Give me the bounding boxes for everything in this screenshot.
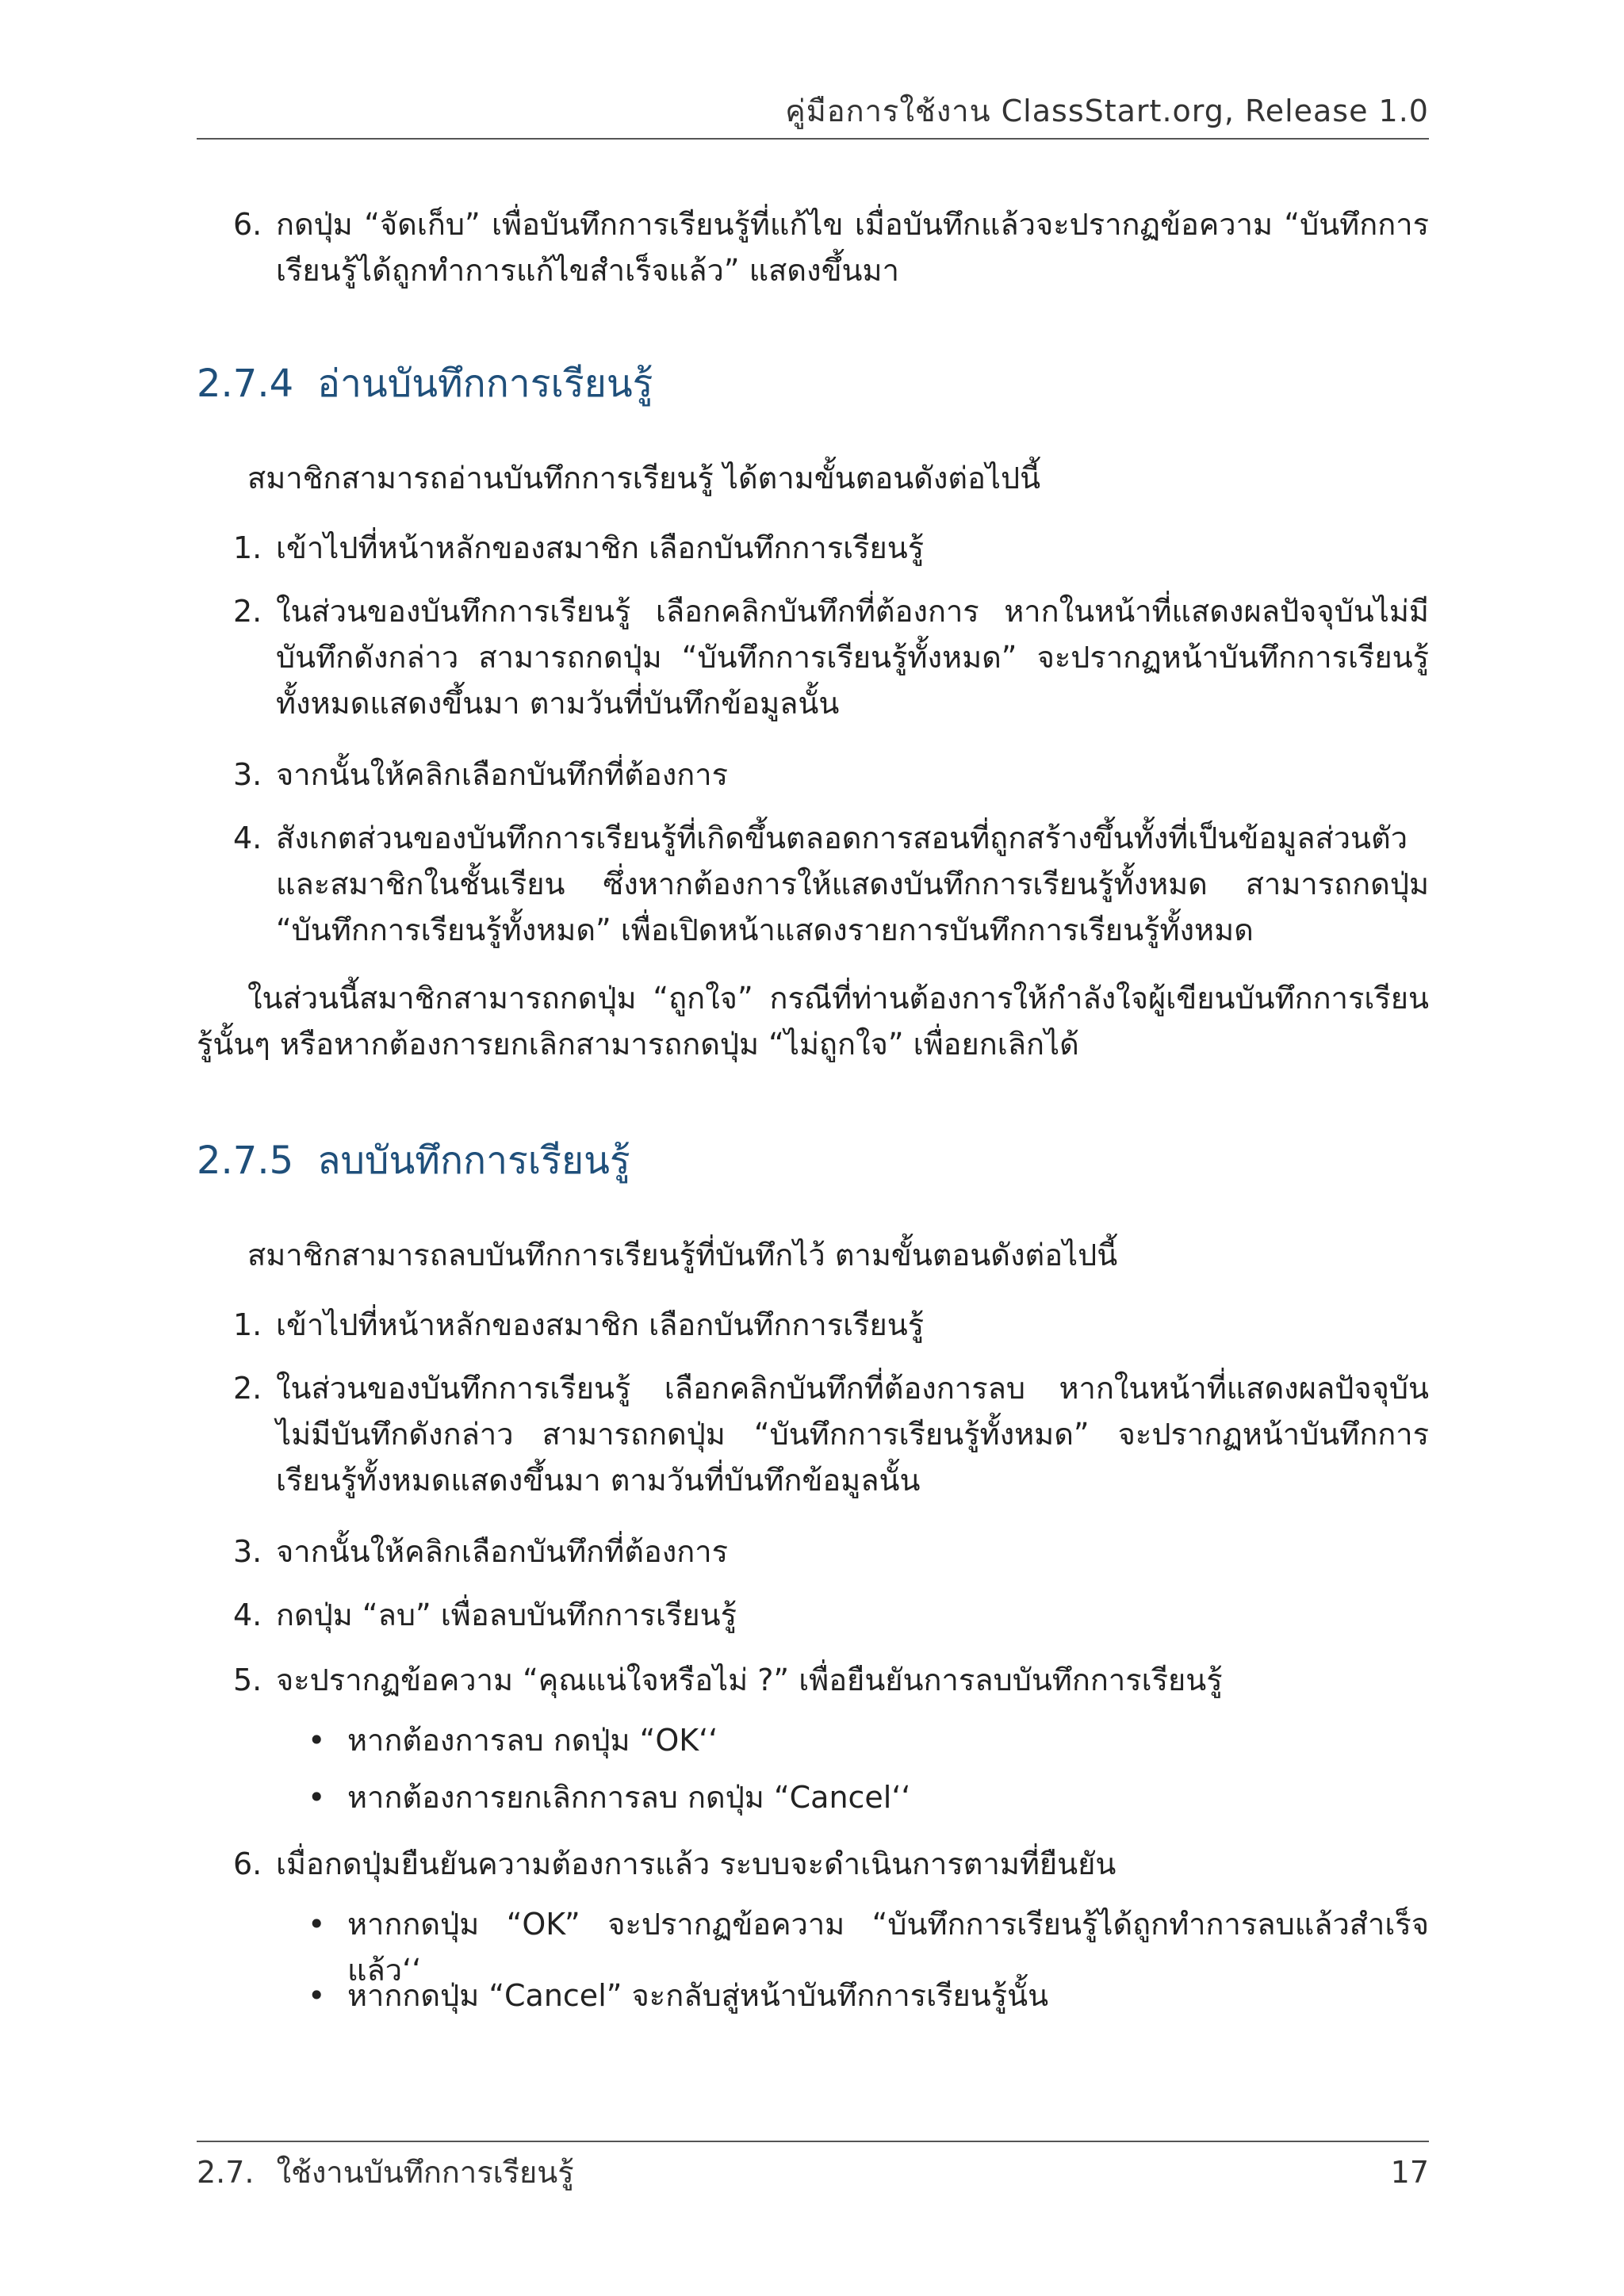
list-item-number: 1. xyxy=(233,1307,262,1342)
section-title: อ่านบันทึกการเรียนรู้ xyxy=(317,362,653,406)
bullet-item-text: หากกดปุ่ม “Cancel” จะกลับสู่หน้าบันทึกการเรียนรู้นั้น xyxy=(347,1978,1049,2013)
list-item-number: 3. xyxy=(233,1534,262,1569)
list-item-text: เมื่อกดปุ่มยืนยันความต้องการแล้ว ระบบจะดำเนินการตามที่ยืนยัน xyxy=(276,1846,1116,1881)
bullet-glyph: • xyxy=(308,1907,326,1942)
bullet-item-text: หากต้องการยกเลิกการลบ กดปุ่ม “Cancel‘‘ xyxy=(347,1780,911,1815)
bullet-item xyxy=(197,1774,1429,1820)
section-number: 2.7.4 xyxy=(197,362,294,406)
footer-section-title: ใช้งานบันทึกการเรียนรู้ xyxy=(276,2155,574,2190)
bullet-item-text: หากต้องการลบ กดปุ่ม “OK‘‘ xyxy=(347,1723,718,1758)
list-item-text: จากนั้นให้คลิกเลือกบันทึกที่ต้องการ xyxy=(276,757,728,792)
list-item-text: กดปุ่ม “ลบ” เพื่อลบบันทึกการเรียนรู้ xyxy=(276,1598,737,1632)
list-item-text: ในส่วนของบันทึกการเรียนรู้ เลือกคลิกบันทึกที่ต้องการลบ หากในหน้าที่แสดงผลปัจจุบันไม่มีบันทึกดังกล่าว สามารถกดปุ่ม “บันทึกการเรียนรู้ทั้งหมด” จะปรากฏหน้าบันทึกการเรียนรู้ทั้งหมดแสดงขึ้นมา ตามวันที่บันทึกข้อมูลนั้น xyxy=(276,1371,1429,1498)
header-rule xyxy=(197,138,1429,140)
list-item-number: 6. xyxy=(233,207,262,242)
list-item-text: เข้าไปที่หน้าหลักของสมาชิก เลือกบันทึกการเรียนรู้ xyxy=(276,530,925,565)
page-number: 17 xyxy=(1390,2155,1429,2190)
list-item-number: 5. xyxy=(233,1663,262,1697)
list-item-text: ในส่วนของบันทึกการเรียนรู้ เลือกคลิกบันทึกที่ต้องการ หากในหน้าที่แสดงผลปัจจุบันไม่มีบันทึกดังกล่าว สามารถกดปุ่ม “บันทึกการเรียนรู้ทั้งหมด” จะปรากฏหน้าบันทึกการเรียนรู้ทั้งหมดแสดงขึ้นมา ตามวันที่บันทึกข้อมูลนั้น xyxy=(276,594,1429,721)
bullet-glyph: • xyxy=(308,1978,326,2013)
section-intro: สมาชิกสามารถลบบันทึกการเรียนรู้ที่บันทึกไว้ ตามขั้นตอนดังต่อไปนี้ xyxy=(247,1238,1118,1272)
bullet-item-text: หากกดปุ่ม “OK” จะปรากฏข้อความ “บันทึกการเรียนรู้ได้ถูกทำการลบแล้วสำเร็จแล้ว‘‘ xyxy=(347,1907,1429,1988)
footer-section xyxy=(197,2150,574,2195)
bullet-glyph: • xyxy=(308,1723,326,1758)
bullet-item xyxy=(197,1973,1429,2019)
list-item-number: 1. xyxy=(233,530,262,565)
list-item xyxy=(197,1841,1429,1887)
list-item xyxy=(197,752,1429,798)
list-item-number: 6. xyxy=(233,1846,262,1881)
section-title: ลบบันทึกการเรียนรู้ xyxy=(317,1138,630,1183)
list-item-number: 4. xyxy=(233,1598,262,1632)
list-item xyxy=(197,815,1429,953)
section-heading-read xyxy=(197,357,1429,411)
section-heading-delete xyxy=(197,1134,1429,1188)
section-number: 2.7.5 xyxy=(197,1138,294,1183)
list-item xyxy=(197,588,1429,726)
list-item-text: กดปุ่ม “จัดเก็บ” เพื่อบันทึกการเรียนรู้ที่แก้ไข เมื่อบันทึกแล้วจะปรากฏข้อความ “บันทึกการเรียนรู้ได้ถูกทำการแก้ไขสำเร็จแล้ว” แสดงขึ้นมา xyxy=(276,207,1429,288)
list-item xyxy=(197,525,1429,571)
section-intro: สมาชิกสามารถอ่านบันทึกการเรียนรู้ ได้ตามขั้นตอนดังต่อไปนี้ xyxy=(247,461,1041,496)
list-item xyxy=(197,1365,1429,1503)
footer-rule xyxy=(197,2141,1429,2142)
list-item-number: 2. xyxy=(233,594,262,629)
bullet-item xyxy=(197,1717,1429,1763)
bullet-glyph: • xyxy=(308,1780,326,1815)
list-item-text: เข้าไปที่หน้าหลักของสมาชิก เลือกบันทึกการเรียนรู้ xyxy=(276,1307,925,1342)
list-item xyxy=(197,1657,1429,1703)
list-item xyxy=(197,1302,1429,1348)
list-item-text: สังเกตส่วนของบันทึกการเรียนรู้ที่เกิดขึ้นตลอดการสอนที่ถูกสร้างขึ้นทั้งที่เป็นข้อมูลส่วนตัวและสมาชิกในชั้นเรียน ซึ่งหากต้องการให้แสดงบันทึกการเรียนรู้ทั้งหมด สามารถกดปุ่ม “บันทึกการเรียนรู้ทั้งหมด” เพื่อเปิดหน้าแสดงรายการบันทึกการเรียนรู้ทั้งหมด xyxy=(276,821,1429,947)
section-note: ในส่วนนี้สมาชิกสามารถกดปุ่ม “ถูกใจ” กรณีที่ท่านต้องการให้กำลังใจผู้เขียนบันทึกการเรียนรู้นั้นๆ หรือหากต้องการยกเลิกสามารถกดปุ่ม “ไม่ถูกใจ” เพื่อยกเลิกได้ xyxy=(197,981,1429,1062)
list-item xyxy=(197,1529,1429,1575)
list-item-number: 2. xyxy=(233,1371,262,1406)
footer-section-number: 2.7. xyxy=(197,2155,255,2190)
list-item-number: 4. xyxy=(233,821,262,855)
running-header: คู่มือการใช้งาน ClassStart.org, Release 1.0 xyxy=(785,94,1429,128)
list-item xyxy=(197,1592,1429,1638)
list-item xyxy=(197,201,1429,293)
list-item-number: 3. xyxy=(233,757,262,792)
list-item-text: จะปรากฏข้อความ “คุณแน่ใจหรือไม่ ?” เพื่อยืนยันการลบบันทึกการเรียนรู้ xyxy=(276,1663,1223,1697)
list-item-text: จากนั้นให้คลิกเลือกบันทึกที่ต้องการ xyxy=(276,1534,728,1569)
